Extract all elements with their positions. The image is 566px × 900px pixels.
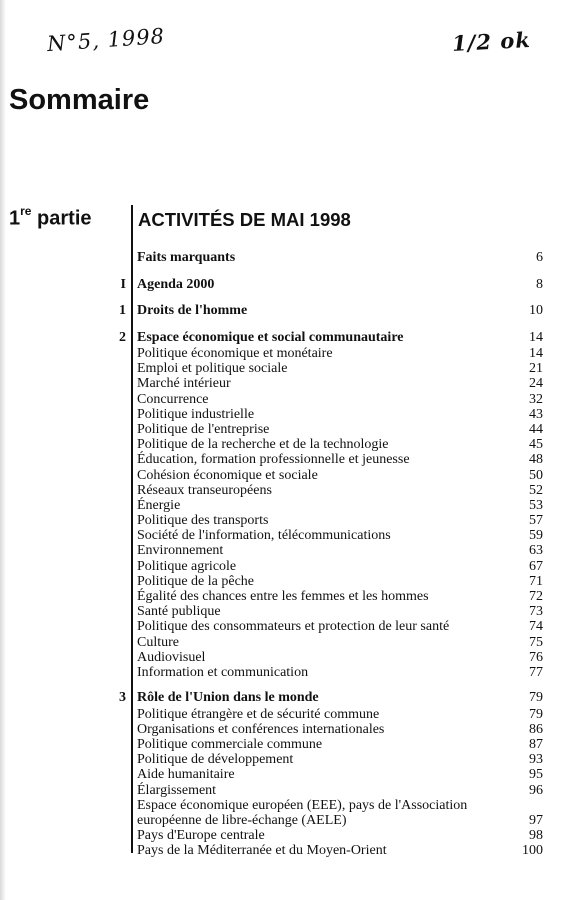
toc-entry-label: Cohésion économique et sociale (137, 467, 318, 483)
toc-entry-label: Éducation, formation professionnelle et jeunesse (137, 452, 410, 468)
toc-entry-row (0, 361, 566, 376)
toc-page-number: 95 (529, 767, 543, 783)
toc-page-number: 48 (529, 452, 543, 468)
toc-entry-row (0, 543, 566, 558)
toc-page-number: 77 (529, 664, 543, 680)
toc-entry-label: Égalité des chances entre les femmes et les hommes (137, 589, 429, 604)
toc-entry-row (0, 783, 566, 798)
toc-page-number: 87 (529, 737, 543, 752)
toc-entry-row (0, 437, 566, 452)
toc-entry-row (0, 392, 566, 407)
toc-entry-label: Énergie (137, 497, 181, 513)
toc-page-number: 71 (529, 573, 543, 589)
toc-page-number: 74 (529, 619, 543, 635)
toc-entry-label: Société de l'information, télécommunications (137, 528, 391, 544)
toc-entry-row (0, 483, 566, 498)
toc-entry-label: Marché intérieur (137, 376, 231, 392)
toc-page-number: 57 (529, 513, 543, 529)
toc-page-number: 59 (529, 528, 543, 544)
toc-entry-row (0, 407, 566, 422)
toc-entry-row (0, 422, 566, 437)
toc-entry-row (0, 665, 566, 680)
toc-entry-row (0, 604, 566, 619)
toc-entry-row (0, 574, 566, 589)
toc-entry-label: Organisations et conférences internationales (137, 721, 385, 737)
toc-page-number: 100 (522, 842, 543, 858)
toc-page-number: 72 (529, 589, 543, 604)
toc-entry-row (0, 528, 566, 543)
toc-page-number: 93 (529, 752, 543, 768)
toc-entry-row (0, 559, 566, 574)
toc-entry-label: Droits de l'homme (137, 303, 248, 318)
part-ordinal-suffix: re (20, 204, 32, 218)
toc-heading-row (0, 330, 566, 347)
toc-entry-label: Pays de la Méditerranée et du Moyen-Orient (137, 842, 387, 858)
toc-page-number: 86 (529, 721, 543, 737)
part-word: partie (37, 207, 92, 230)
toc-page-number: 98 (529, 827, 543, 843)
toc-page-number: 76 (529, 649, 543, 665)
toc-page-number: 52 (529, 482, 543, 498)
toc-chapter-number: 2 (119, 329, 126, 345)
toc-heading-row (0, 250, 566, 267)
toc-entry-label: Audiovisuel (137, 649, 206, 665)
toc-page-number: 96 (529, 782, 543, 798)
toc-page-number: 53 (529, 497, 543, 513)
toc-page-number: 45 (529, 437, 543, 453)
toc-entry-row (0, 752, 566, 767)
toc-page-number: 24 (529, 376, 543, 392)
toc-page-number: 10 (529, 303, 543, 318)
table-of-contents (0, 250, 566, 868)
toc-page-number: 63 (529, 543, 543, 559)
toc-entry-label: Politique étrangère et de sécurité commune (137, 706, 380, 722)
toc-entry-row (0, 722, 566, 737)
toc-heading-row (0, 690, 566, 707)
toc-group (0, 303, 566, 320)
toc-entry-row (0, 346, 566, 361)
toc-chapter-number: 3 (119, 690, 126, 706)
page-title: Sommaire (9, 84, 150, 116)
toc-entry-label: Politique commerciale commune (137, 737, 323, 752)
toc-page-number: 67 (529, 558, 543, 574)
toc-entry-label: Pays d'Europe centrale (137, 827, 265, 843)
toc-entry-label: Espace économique européen (EEE), pays de l'Association européenne de libre-échange (AELE) (137, 797, 468, 828)
toc-page-number: 73 (529, 604, 543, 620)
handwritten-ok-note: 1/2 ok (451, 26, 532, 57)
toc-page-number: 43 (529, 406, 543, 422)
toc-entry-label: Politique de la pêche (137, 573, 255, 589)
toc-entry-row (0, 828, 566, 843)
toc-entry-row (0, 798, 566, 828)
toc-page-number: 97 (529, 812, 543, 828)
toc-group (0, 690, 566, 858)
toc-heading-row (0, 303, 566, 320)
section-title: ACTIVITÉS DE MAI 1998 (138, 209, 351, 230)
toc-entry-label: Culture (137, 634, 179, 650)
toc-entry-row (0, 707, 566, 722)
part-number: 1 (9, 207, 21, 230)
toc-entry-label: Politique des consommateurs et protection de leur santé (137, 619, 450, 635)
toc-entry-label: Politique agricole (137, 558, 237, 574)
handwritten-issue-note: N°5, 1998 (46, 23, 166, 57)
toc-entry-row (0, 498, 566, 513)
toc-entry-row (0, 452, 566, 467)
toc-heading-row (0, 277, 566, 294)
toc-entry-label: Politique des transports (137, 513, 269, 529)
toc-entry-label: Agenda 2000 (137, 276, 215, 292)
toc-entry-label: Politique industrielle (137, 406, 255, 422)
toc-group (0, 250, 566, 267)
toc-entry-row (0, 589, 566, 604)
toc-entry-label: Aide humanitaire (137, 767, 235, 783)
part-label (9, 206, 92, 231)
toc-page-number: 8 (536, 276, 543, 292)
toc-page-number: 44 (529, 421, 543, 437)
toc-entry-row (0, 843, 566, 858)
toc-entry-label: Politique économique et monétaire (137, 346, 333, 361)
toc-entry-row (0, 635, 566, 650)
toc-group (0, 277, 566, 294)
toc-page-number: 32 (529, 391, 543, 407)
toc-page-number: 50 (529, 467, 543, 483)
toc-page-number: 14 (529, 346, 543, 361)
toc-entry-label: Politique de développement (137, 752, 294, 768)
toc-chapter-number: I (120, 276, 126, 292)
toc-chapter-number: 1 (119, 303, 126, 318)
toc-entry-label: Élargissement (137, 782, 217, 798)
toc-entry-row (0, 737, 566, 752)
toc-entry-row (0, 767, 566, 782)
toc-entry-row (0, 468, 566, 483)
toc-entry-row (0, 619, 566, 634)
toc-page-number: 79 (529, 690, 543, 706)
toc-entry-label: Environnement (137, 543, 224, 559)
toc-entry-label: Politique de l'entreprise (137, 421, 270, 437)
toc-page-number: 79 (529, 706, 543, 722)
toc-entry-label: Réseaux transeuropéens (137, 482, 272, 498)
toc-entry-label: Santé publique (137, 604, 221, 620)
toc-entry-label: Rôle de l'Union dans le monde (137, 690, 319, 706)
toc-entry-row (0, 376, 566, 391)
toc-group (0, 330, 566, 681)
toc-page-number: 6 (536, 250, 543, 265)
toc-page-number: 21 (529, 361, 543, 377)
toc-entry-label: Emploi et politique sociale (137, 361, 288, 377)
toc-page-number: 14 (529, 329, 543, 345)
toc-entry-row (0, 513, 566, 528)
toc-entry-label: Espace économique et social communautaire (137, 329, 404, 345)
toc-entry-label: Concurrence (137, 391, 209, 407)
toc-entry-label: Politique de la recherche et de la technologie (137, 437, 389, 453)
toc-entry-row (0, 650, 566, 665)
toc-page-number: 75 (529, 634, 543, 650)
toc-entry-label: Faits marquants (137, 250, 236, 265)
toc-entry-label: Information et communication (137, 664, 309, 680)
